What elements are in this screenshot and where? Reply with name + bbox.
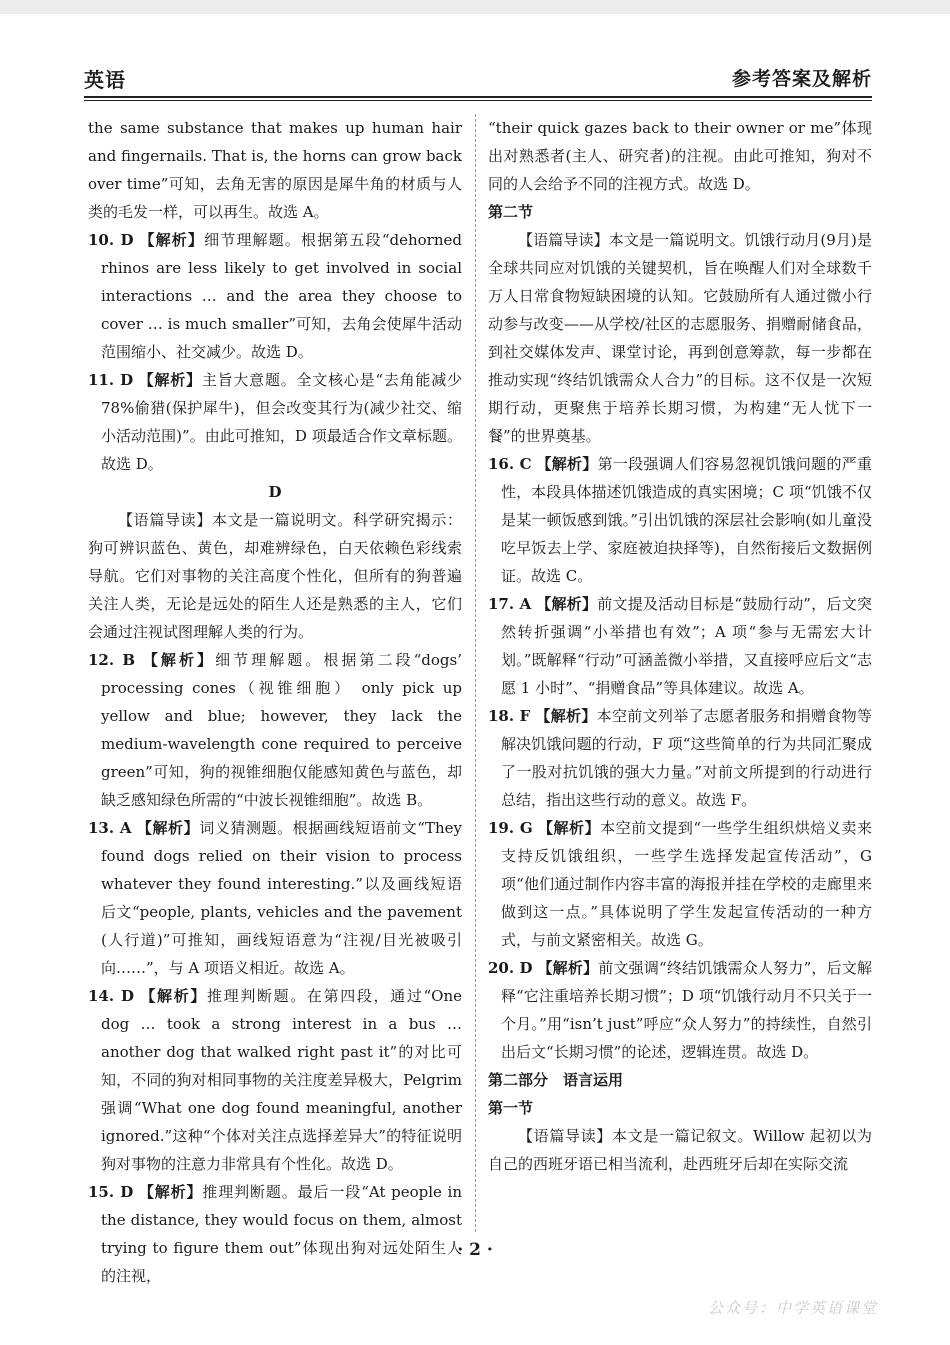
header-rule-thin [84, 100, 872, 101]
answer-number: 16. C [488, 455, 532, 473]
section-heading: 第一节 [488, 1099, 534, 1117]
analysis-tag: 【解析】 [535, 707, 597, 725]
left-column [88, 114, 462, 1290]
passage-guide: 【语篇导读】本文是一篇记叙文。Willow 起初以为自己的西班牙语已相当流利，赴西班牙后却在实际交流 [488, 1127, 872, 1173]
analysis-text: 本空前文提到“一些学生组织烘焙义卖来支持反饥饿组织，一些学生选择发起宣传活动”，G 项“他们通过制作内容丰富的海报并挂在学校的走廊里来做到这一点。”具体说明了学生发起宣传活动的一种方式，与前文紧密相关。故选 G。 [501, 819, 872, 949]
passage-guide: 【语篇导读】本文是一篇说明文。饥饿行动月(9月)是全球共同应对饥饿的关键契机，旨在唤醒人们对全球数千万人日常食物短缺困境的认知。它鼓励所有人通过微小行动参与改变——从学校/社区的志愿服务、捐赠耐储食品，到社交媒体发声、课堂讨论，再到创意筹款，每一步都在推动实现“终结饥饿需众人合力”的目标。这不仅是一次短期行动，更聚焦于培养长期习惯，为构建“无人忧下一餐”的世界奠基。 [488, 231, 872, 445]
answer-number: 20. D [488, 959, 533, 977]
page-number: · 2 · [457, 1240, 493, 1260]
answer-number: 14. D [88, 987, 134, 1005]
analysis-text: 第一段强调人们容易忽视饥饿问题的严重性，本段具体描述饥饿造成的真实困境；C 项“饥饿不仅是某一顿饭感到饿。”引出饥饿的深层社会影响(如儿童没吃早饭去上学、家庭被迫抉择等)，自然衔接后文数据例证。故选 C。 [501, 455, 872, 585]
answer-item [88, 1178, 462, 1290]
answer-item [88, 814, 462, 982]
answer-item [88, 982, 462, 1178]
watermark: 公众号：中学英语课堂 [707, 1299, 878, 1317]
answer-item [488, 702, 872, 814]
analysis-text: 前文提及活动目标是“鼓励行动”，后文突然转折强调“小举措也有效”；A 项“参与无需宏大计划。”既解释“行动”可涵盖微小举措，又直接呼应后文“志愿 1 小时”、“捐赠食品”等具体建议。故选 A。 [501, 595, 872, 697]
answer-item [488, 814, 872, 954]
answer-item [488, 590, 872, 702]
answer-item [88, 226, 462, 366]
answer-number: 13. A [88, 819, 132, 837]
answer-number: 15. D [88, 1183, 134, 1201]
answer-number: 11. D [88, 371, 134, 389]
analysis-tag: 【解析】 [142, 651, 216, 669]
analysis-text: 前文强调“终结饥饿需众人努力”，后文解释“它注重培养长期习惯”；D 项“饥饿行动月不只关于一个月。”用“isn’t just”呼应“众人努力”的持续性，自然引出后文“长期习惯”的论述，逻辑连贯。故选 D。 [501, 959, 872, 1061]
passage-guide: 【语篇导读】本文是一篇说明文。科学研究揭示：狗可辨识蓝色、黄色，却难辨绿色，白天依赖色彩线索导航。它们对事物的关注高度个性化，但所有的狗普遍关注人类，无论是远处的陌生人还是熟悉的主人，它们会通过注视试图理解人类的行为。 [88, 511, 462, 641]
right-column [488, 114, 872, 1178]
analysis-text: 推理判断题。在第四段，通过“One dog … took a strong interest in a bus … another dog that walked right past it”的对比可知，不同的狗对相同事物的关注度差异极大，Pelgrim 强调“What one dog found meaningful, another ignored.”这种“个体对关注点选择差异大”的特征说明狗对事物的注意力非常具有个性化。故选 D。 [101, 987, 462, 1173]
analysis-text: 词义猜测题。根据画线短语前文“They found dogs relied on their vision to process whatever they found interesting.”以及画线短语后文“people, plants, vehicles and the pavement (人行道)”可推知，画线短语意为“注视/目光被吸引向……”，与 A 项语义相近。故选 A。 [101, 819, 462, 977]
section-heading: 第二节 [488, 203, 534, 221]
continued-text: the same substance that makes up human hair and fingernails. That is, the horns can grow back over time”可知，去角无害的原因是犀牛角的材质与人类的毛发一样，可以再生。故选 A。 [88, 119, 462, 221]
answer-number: 18. F [488, 707, 531, 725]
answer-item [88, 366, 462, 478]
answer-number: 17. A [488, 595, 532, 613]
page-header [84, 64, 872, 96]
answer-item [488, 450, 872, 590]
analysis-tag: 【解析】 [537, 959, 599, 977]
analysis-tag: 【解析】 [138, 371, 202, 389]
analysis-text: 本空前文列举了志愿者服务和捐赠食物等解决饥饿问题的行动，F 项“这些简单的行为共同汇聚成了一股对抗饥饿的强大力量。”对前文所提到的行动进行总结，指出这些行动的意义。故选 F。 [501, 707, 872, 809]
analysis-text: 推理判断题。最后一段“At people in the distance, they would focus on them, almost trying to figure them out”体现出狗对远处陌生人的注视， [101, 1183, 463, 1285]
analysis-tag: 【解析】 [136, 819, 200, 837]
column-divider [475, 114, 476, 1232]
analysis-tag: 【解析】 [536, 595, 598, 613]
scan-shadow [0, 0, 950, 14]
analysis-text: 主旨大意题。全文核心是“去角能减少78%偷猎(保护犀牛)，但会改变其行为(减少社交、缩小活动范围)”。由此可推知，D 项最适合作文章标题。故选 D。 [101, 371, 462, 473]
section-title: 参考答案及解析 [731, 68, 872, 90]
analysis-tag: 【解析】 [139, 231, 205, 249]
answer-number: 12. B [88, 651, 136, 669]
analysis-tag: 【解析】 [138, 1183, 203, 1201]
answer-number: 10. D [88, 231, 134, 249]
header-rule [84, 96, 872, 98]
analysis-tag: 【解析】 [537, 819, 601, 837]
analysis-tag: 【解析】 [140, 987, 208, 1005]
continued-text: “their quick gazes back to their owner or me”体现出对熟悉者(主人、研究者)的注视。由此可推知，狗对不同的人会给予不同的注视方式。故选 D。 [488, 119, 872, 193]
analysis-text: 细节理解题。根据第五段“dehorned rhinos are less likely to get involved in social interactions … and the area they choose to cover … is much smaller”可知，去角会使犀牛活动范围缩小、社交减少。故选 D。 [101, 231, 462, 361]
section-heading: 第二部分 语言运用 [488, 1071, 624, 1089]
analysis-text: 细节理解题。根据第二段“dogs’ processing cones（视锥细胞） only pick up yellow and blue; however, they lack the medium-wavelength cone required to perceive green”可知，狗的视锥细胞仅能感知黄色与蓝色，却缺乏感知绿色所需的“中波长视锥细胞”。故选 B。 [101, 651, 462, 809]
passage-label: D [268, 483, 282, 501]
analysis-tag: 【解析】 [536, 455, 598, 473]
answer-item [488, 954, 872, 1066]
answer-item [88, 646, 462, 814]
subject-title: 英语 [84, 68, 126, 92]
answer-number: 19. G [488, 819, 533, 837]
